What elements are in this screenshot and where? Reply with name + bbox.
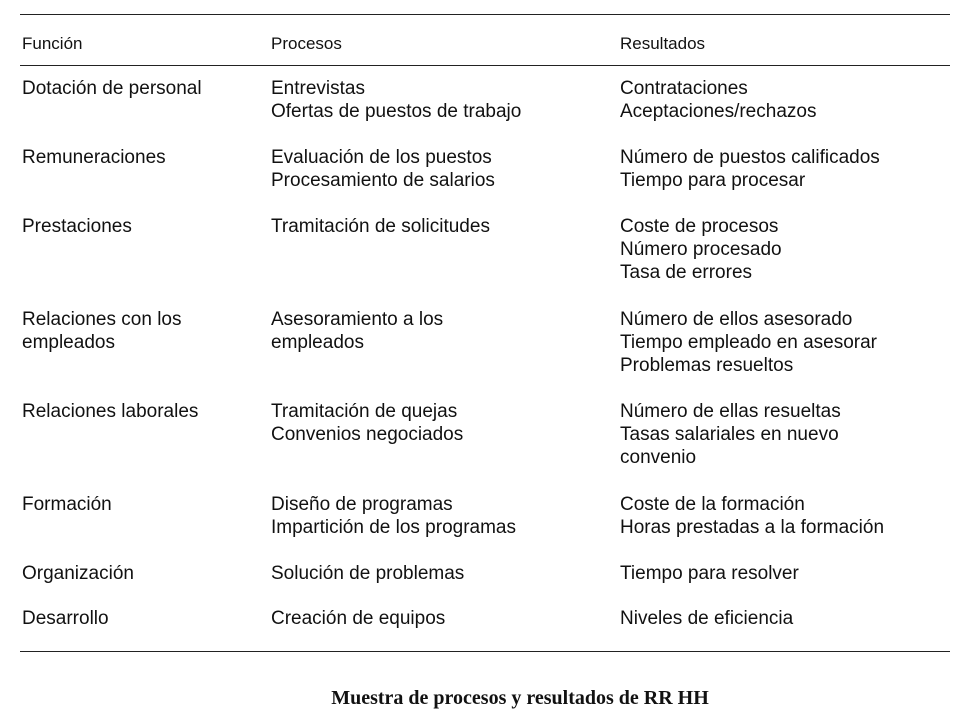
cell-processes-line: Evaluación de los puestos	[271, 147, 492, 168]
cell-processes	[271, 77, 611, 123]
cell-function	[22, 562, 262, 585]
cell-results-line: Horas prestadas a la formación	[620, 517, 885, 538]
cell-processes-line: Tramitación de solicitudes	[271, 216, 490, 237]
cell-results	[620, 562, 955, 585]
cell-results-line: Tiempo empleado en asesorar	[620, 332, 877, 353]
cell-results	[620, 607, 955, 630]
cell-results-line: Tasas salariales en nuevo	[620, 424, 839, 445]
header-processes: Procesos	[271, 34, 342, 53]
cell-function	[22, 308, 262, 354]
cell-results-line: Niveles de eficiencia	[620, 608, 794, 629]
cell-results-line: Tasa de errores	[620, 262, 753, 283]
cell-function	[22, 215, 262, 238]
cell-function-line: Prestaciones	[22, 216, 132, 237]
cell-function	[22, 493, 262, 516]
cell-processes	[271, 562, 611, 585]
cell-processes-line: Diseño de programas	[271, 494, 453, 515]
cell-processes-line: Asesoramiento a los	[271, 309, 444, 330]
cell-processes	[271, 607, 611, 630]
cell-processes	[271, 308, 611, 354]
cell-function-line: Relaciones con los	[22, 309, 182, 330]
cell-results	[620, 146, 955, 192]
cell-processes-line: Tramitación de quejas	[271, 401, 458, 422]
table-top-rule	[20, 14, 950, 15]
cell-processes-line: empleados	[271, 332, 364, 353]
cell-function-line: Desarrollo	[22, 608, 109, 629]
cell-results-line: Coste de procesos	[620, 216, 779, 237]
cell-results-line: Tiempo para resolver	[620, 563, 799, 584]
cell-results-line: Número de ellos asesorado	[620, 309, 853, 330]
cell-results	[620, 308, 955, 377]
cell-function-line: Remuneraciones	[22, 147, 166, 168]
cell-processes	[271, 215, 611, 238]
cell-results-line: Tiempo para procesar	[620, 170, 806, 191]
cell-results-line: Problemas resueltos	[620, 355, 794, 376]
header-function: Función	[22, 34, 83, 53]
cell-results-line: Contrataciones	[620, 78, 748, 99]
cell-results-line: Número de puestos calificados	[620, 147, 880, 168]
cell-processes	[271, 400, 611, 446]
cell-results	[620, 77, 955, 123]
cell-results-line: Número de ellas resueltas	[620, 401, 841, 422]
cell-processes-line: Procesamiento de salarios	[271, 170, 495, 191]
table-caption: Muestra de procesos y resultados de RR HH	[331, 687, 709, 709]
cell-processes-line: Impartición de los programas	[271, 517, 516, 538]
cell-processes-line: Creación de equipos	[271, 608, 446, 629]
cell-processes-line: Solución de problemas	[271, 563, 465, 584]
cell-results-line: Número procesado	[620, 239, 782, 260]
cell-function-line: empleados	[22, 332, 115, 353]
cell-function	[22, 146, 262, 169]
cell-function	[22, 400, 262, 423]
cell-processes-line: Ofertas de puestos de trabajo	[271, 101, 522, 122]
cell-function	[22, 77, 262, 100]
cell-results-line: Coste de la formación	[620, 494, 805, 515]
header-results: Resultados	[620, 34, 706, 53]
cell-processes	[271, 493, 611, 539]
cell-function-line: Organización	[22, 563, 134, 584]
cell-function	[22, 607, 262, 630]
cell-results	[620, 400, 955, 469]
cell-processes	[271, 146, 611, 192]
cell-processes-line: Entrevistas	[271, 78, 365, 99]
cell-results-line: convenio	[620, 447, 697, 468]
table-header-rule	[20, 65, 950, 66]
cell-results-line: Aceptaciones/rechazos	[620, 101, 817, 122]
cell-function-line: Formación	[22, 494, 112, 515]
cell-results	[620, 215, 955, 284]
cell-processes-line: Convenios negociados	[271, 424, 464, 445]
cell-function-line: Dotación de personal	[22, 78, 202, 99]
table-bottom-rule	[20, 651, 950, 652]
cell-function-line: Relaciones laborales	[22, 401, 199, 422]
cell-results	[620, 493, 955, 539]
